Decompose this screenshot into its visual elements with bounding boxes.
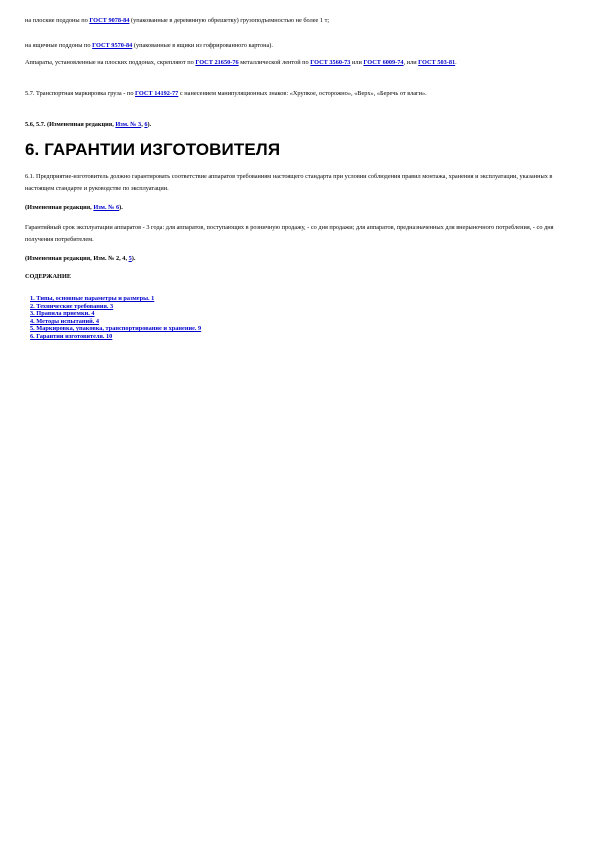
toc-link[interactable]: 5. Маркировка, упаковка, транспортирование и хранение. 9 [30, 325, 202, 333]
amendment-link[interactable]: Изм. № 3 [115, 121, 142, 128]
text: или [350, 59, 364, 66]
revision-note [25, 253, 565, 265]
text: 5.6, 5.7. (Измененная редакция, [25, 121, 116, 128]
text: , [141, 121, 145, 128]
text: 5.7. Транспортная маркировка груза - по [25, 90, 136, 97]
toc-link[interactable]: 3. Правила приемки. 4 [30, 310, 95, 318]
toc-link[interactable]: 2. Технические требования. 3 [30, 302, 114, 310]
text: , или [403, 59, 419, 66]
text: ). [147, 121, 152, 128]
gost-link[interactable]: ГОСТ 9570-84 [92, 42, 133, 49]
amendment-link[interactable]: 5 [128, 255, 132, 262]
warranty-period-paragraph: Гарантийный срок эксплуатации аппаратов - 3 года: для аппаратов, поступающих в розничную продажу, - со дня продажи; для аппаратов, предназначенных для внерыночного потребления, - со дня получения потребителем. [25, 224, 554, 243]
text: Аппараты, установленные на плоских поддонах, скрепляют по [25, 59, 196, 66]
revision-note [25, 202, 565, 214]
warranty-paragraph: 6.1. Предприятие-изготовитель должно гарантировать соответствие аппаратов требованиям настоящего стандарта при условии соблюдения правил монтажа, хранения и эксплуатации, указанных в настоящем стандарте и руководстве по эксплуатации. [25, 173, 553, 192]
packaging-paragraph-box-pallets [25, 40, 565, 52]
fastening-paragraph [25, 57, 560, 69]
gost-link[interactable]: ГОСТ 9078-84 [89, 17, 130, 24]
text: (упакованные в деревянную обрешетку) грузоподъемностью не более 1 т; [129, 17, 330, 24]
table-of-contents [30, 295, 201, 341]
revision-note [25, 119, 565, 131]
marking-paragraph [25, 88, 563, 100]
gost-link[interactable]: ГОСТ 3560-73 [310, 59, 351, 66]
gost-link[interactable]: ГОСТ 21650-76 [195, 59, 239, 66]
gost-link[interactable]: ГОСТ 6009-74 [363, 59, 404, 66]
text: ). [119, 204, 123, 211]
toc-link[interactable]: 6. Гарантии изготовителя. 10 [30, 332, 113, 340]
amendment-link[interactable]: Изм. № 6 [93, 204, 120, 211]
text: металлической лентой по [238, 59, 311, 66]
text: (упакованные в ящики из гофрированного картона). [132, 42, 273, 49]
gost-link[interactable]: ГОСТ 503-81 [418, 59, 456, 66]
text: с нанесением манипуляционных знаков: «Хрупкое, осторожно», «Верх», «Беречь от влаги». [178, 90, 427, 97]
toc-link[interactable]: 4. Методы испытаний. 4 [30, 317, 100, 325]
text: на плоские поддоны по [25, 17, 90, 24]
text: (Измененная редакция, [25, 204, 94, 211]
text: (Измененная редакция, Изм. № 2, 4, [25, 255, 129, 262]
toc-link[interactable]: 1. Типы, основные параметры и размеры. 1 [30, 295, 155, 302]
text: . [455, 59, 457, 66]
gost-link[interactable]: ГОСТ 14192-77 [135, 90, 179, 97]
section-heading: 6. ГАРАНТИИ ИЗГОТОВИТЕЛЯ [25, 140, 281, 159]
text: на ящичные поддоны по [25, 42, 93, 49]
packaging-paragraph-flat-pallets [25, 15, 565, 27]
amendment-link[interactable]: 6 [144, 121, 148, 128]
text: ). [131, 255, 136, 262]
toc-title: СОДЕРЖАНИЕ [25, 273, 72, 280]
